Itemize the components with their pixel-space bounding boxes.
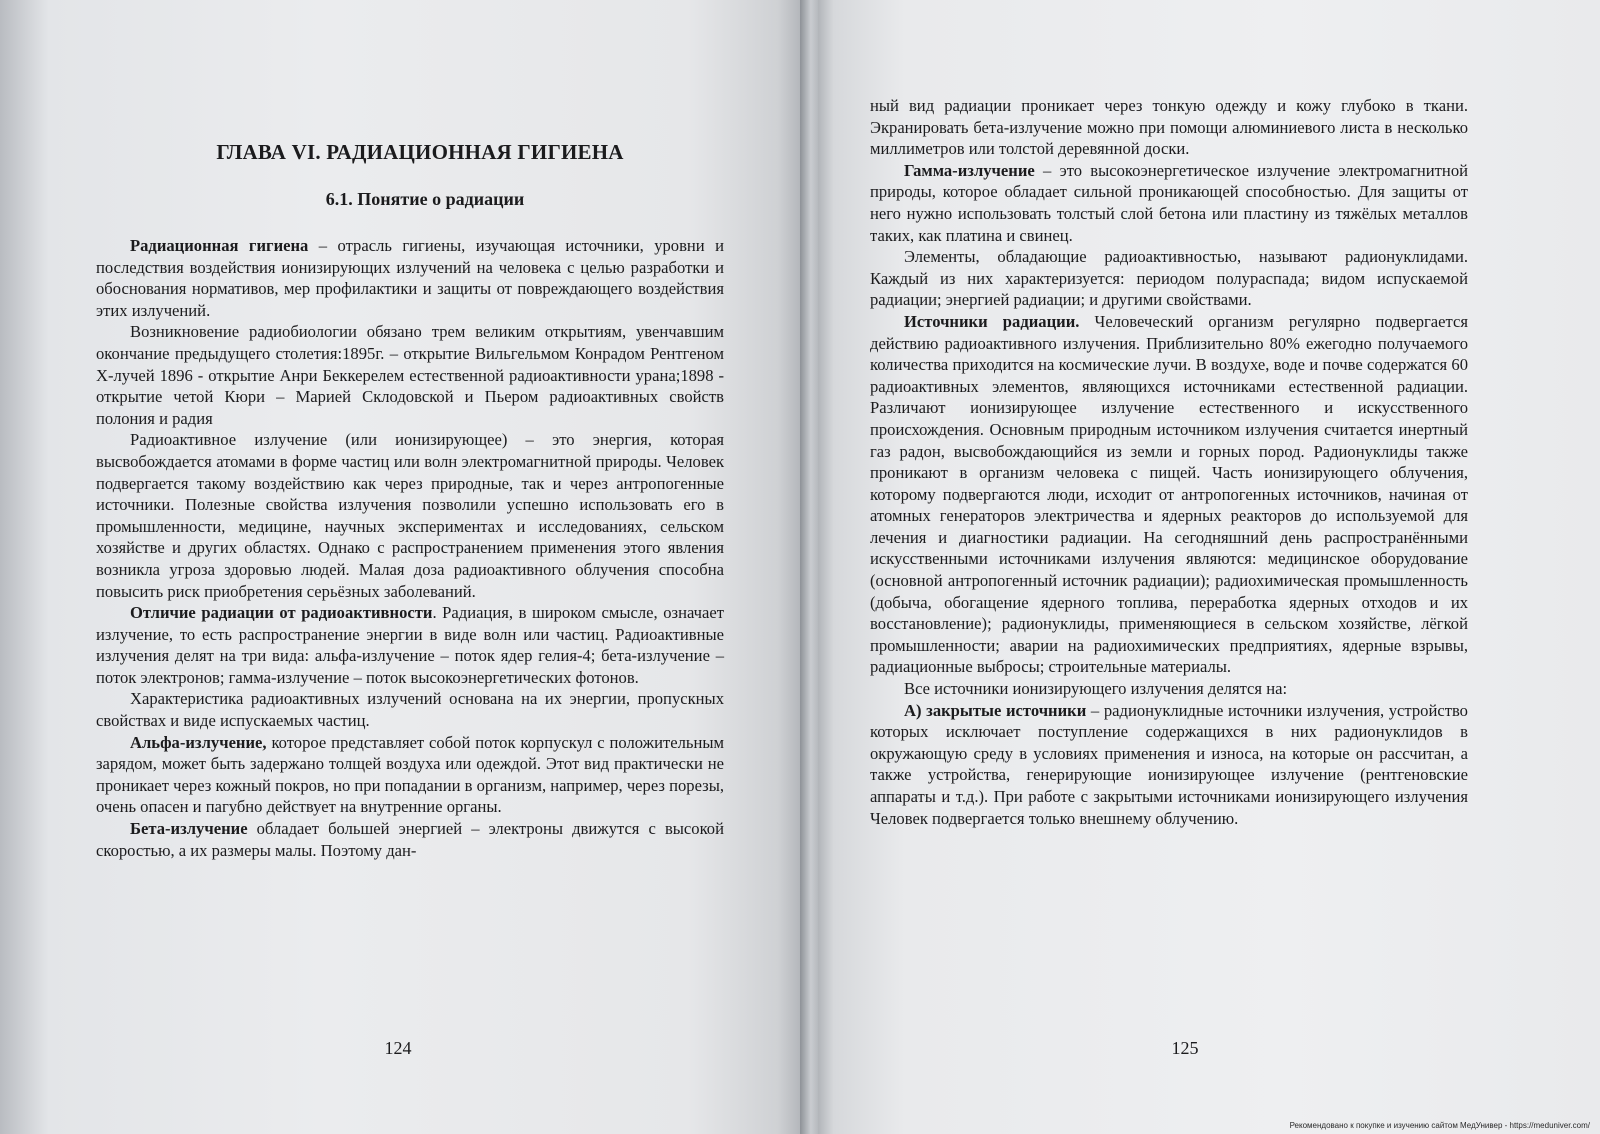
- paragraph: ный вид радиации проникает через тонкую одежду и кожу глубоко в ткани. Экранировать бета-излучение можно при помощи алюминиевого листа в несколько миллиметров или толстой деревянной доски.: [870, 96, 1468, 159]
- page-number: 125: [1171, 1038, 1199, 1058]
- paragraph: Все источники ионизирующего излучения делятся на:: [904, 679, 1288, 699]
- term-radiation-hygiene: Радиационная гигиена: [130, 236, 309, 255]
- section-title: 6.1. Понятие о радиации: [325, 189, 525, 209]
- term-alpha-radiation: Альфа-излучение,: [130, 732, 267, 752]
- term-beta-radiation: Бета-излучение: [130, 819, 248, 839]
- paragraph-text: – это высокоэнергетическое излучение электромагнитной природы, которое обладает сильной проникающей способностью. Для защиты от него нужно использовать толстый слой бетона или пластину из тяжёлых металлов таких, как платина и свинец.: [870, 160, 1468, 245]
- paragraph: [96, 235, 724, 321]
- term-closed-sources: А) закрытые источники: [904, 700, 1087, 720]
- paragraph-text: Человеческий организм регулярно подвергается действию радиоактивного излучения. Приблизительно 80% ежегодно получаемого количества приходится на космические лучи. В воздухе, воде и почве содержатся 60 радиоактивных элементов, являющихся источниками естественной радиации. Различают ионизирующее излучение естественного и искусственного происхождения. Основным природным источником излучения считается инертный газ радон, высвобождающийся из земли и горных пород. Радионуклиды также проникают в организм человека с пищей. Часть ионизирующего облучения, которому подвергаются люди, исходит от антропогенных источников, начиная от атомных генераторов электричества и ядерных реакторов до используемой для лечения и диагностики радиации. На сегодняшний день распространёнными искусственными источниками излучения являются: медицинское оборудование (основной антропогенный источник радиации); радиохимическая промышленность (добыча, обогащение ядерного топлива, переработка ядерных отходов и их восстановление); радионуклиды, применяющиеся в сельском хозяйстве, лёгкой промышленности; аварии на радиохимических предприятиях, ядерные взрывы, радиационные выбросы; строительные материалы.: [870, 311, 1468, 677]
- paragraph: [96, 602, 724, 688]
- paragraph-text: – радионуклидные источники излучения, устройство которых исключает поступление содержащихся в них радионуклидов в окружающую среду в условиях применения и износа, на которые он рассчитан, а также устройства, генерирующие ионизирующее излучение (рентгеновские аппараты и т.д.). При работе с закрытыми источниками ионизирующего излучения Человек подвергается только внешнему облучению.: [870, 700, 1468, 828]
- paragraph: [870, 160, 1468, 246]
- right-page: [810, 0, 1600, 1134]
- term-radiation-sources: Источники радиации.: [904, 311, 1080, 331]
- paragraph-text: которое представляет собой поток корпускул с положительным зарядом, может быть задержано толщей воздуха или одеждой. Этот вид практически не проникает через кожный покров, но при попадании в организм, например, через порезы, очень опасен и пагубно действует на внутренние органы.: [96, 732, 724, 817]
- paragraph: [96, 818, 724, 861]
- paragraph: [96, 732, 724, 818]
- paragraph-text: обладает большей энергией – электроны движутся с высокой скоростью, а их размеры малы. Поэтому дан-: [96, 819, 724, 860]
- book-gutter: [800, 0, 818, 1134]
- paragraph: Характеристика радиоактивных излучений основана на их энергии, пропускных свойствах и виде испускаемых частиц.: [96, 689, 724, 731]
- term-radiation-vs-radioactivity: Отличие радиации от радиоактивности: [130, 603, 433, 623]
- paragraph: Элементы, обладающие радиоактивностью, называют радионуклидами. Каждый из них характеризуется: периодом полураспада; видом испускаемой радиации; энергией радиации; и другими свойствами.: [870, 247, 1468, 310]
- page-number: 124: [384, 1038, 412, 1058]
- paragraph: [870, 311, 1468, 678]
- right-page-body: [870, 95, 1468, 829]
- paragraph: [870, 700, 1468, 830]
- chapter-title: ГЛАВА VI. РАДИАЦИОННАЯ ГИГИЕНА: [216, 140, 624, 164]
- paragraph-text: – отрасль гигиены, изучающая источники, уровни и последствия воздействия ионизирующих излучений на человека с целью разработки и обоснования нормативов, мер профилактики и защиты от повреждающего воздействия этих излучений.: [96, 236, 724, 320]
- term-gamma-radiation: Гамма-излучение: [904, 160, 1035, 180]
- watermark-note[interactable]: Рекомендовано к покупке и изучению сайтом МедУнивер - https://meduniver.com/: [1289, 1121, 1590, 1130]
- paragraph-text: . Радиация, в широком смысле, означает излучение, то есть распространение энергии в виде волн или частиц. Радиоактивные излучения делят на три вида: альфа-излучение – поток ядер гелия-4; бета-излучение – поток электронов; гамма-излучение – поток высокоэнергетических фотонов.: [96, 603, 724, 687]
- paragraph: Радиоактивное излучение (или ионизирующее) – это энергия, которая высвобождается атомами в форме частиц или волн электромагнитной природы. Человек подвергается такому воздействию как через природные, так и через антропогенные источники. Полезные свойства излучения позволили успешно использовать его в промышленности, медицине, научных экспериментах и исследованиях, сельском хозяйстве и других областях. Однако с распространением применения этого явления возникла угроза здоровью людей. Малая доза радиоактивного облучения способна повысить риск приобретения серьёзных заболеваний.: [96, 430, 724, 601]
- paragraph: Возникновение радиобиологии обязано трем великим открытиям, увенчавшим окончание предыдущего столетия:1895г. – открытие Вильгельмом Конрадом Рентгеном Х-лучей 1896 - открытие Анри Беккерелем естественной радиоактивности урана;1898 - открытие четой Кюри – Марией Склодовской и Пьером радиоактивных свойств полония и радия: [96, 322, 724, 428]
- left-page-body: [96, 235, 724, 861]
